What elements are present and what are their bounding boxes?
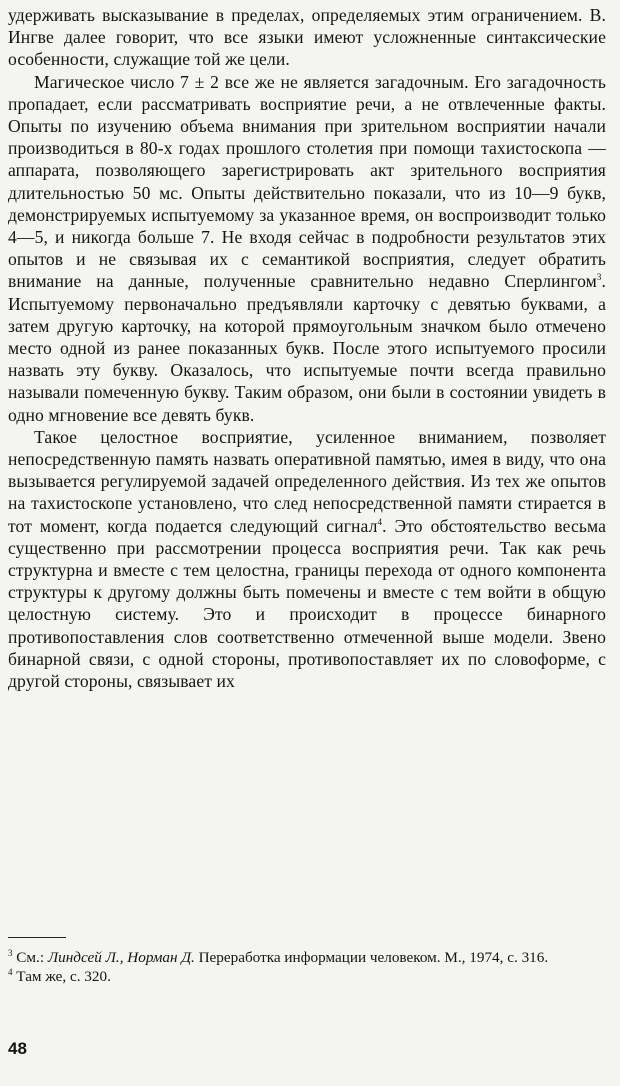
footnote-text: См.: [16, 949, 48, 966]
footnote [8, 948, 608, 967]
footnote [8, 967, 608, 986]
body-text [8, 4, 606, 692]
footnote-reference: 3 [596, 272, 602, 283]
paragraph-text: удерживать высказывание в пределах, определяемых этим ограничением. В. Ингве далее говорит, что все языки имеют усложненные синтаксические особенности, служащие той же цели. [8, 5, 606, 70]
page-number: 48 [8, 1039, 27, 1058]
footnote-authors: Линдсей Л., Норман Д. [47, 949, 195, 966]
paragraph-text: Магическое число 7 ± 2 все же не является загадочным. Его загадочность пропадает, если рассматривать восприятие речи, а не отвлеченные факты. Опыты по изучению объема внимания при зрительном восприятии начали производиться в 80-х годах прошлого столетия при помощи тахистоскопа — аппарата, позволяющего зарегистрировать акт зрительного восприятия длительностью 50 мс. Опыты действительно показали, что из 10—9 букв, демонстрируемых испытуемому за указанное время, он воспроизводит только 4—5, и никогда больше 7. Не входя сейчас в подробности результатов этих опытов и не связывая их с семантикой восприятия, следует обратить внимание на данные, полученные сравнительно недавно Сперлингом [8, 71, 606, 292]
book-page [8, 4, 608, 1082]
paragraph [8, 4, 606, 71]
footnote-text: Там же, с. 320. [16, 968, 111, 985]
footnote-text: Переработка информации человеком. М., 1974, с. 316. [194, 949, 549, 966]
paragraph-text: . Испытуемому первоначально предъявляли карточку с девятью буквами, а затем другую карточку, на которой прямоугольным значком было отмечено место одной из ранее показанных букв. После этого испытуемого просили назвать эту букву. Оказалось, что испытуемые почти всегда правильно называли помеченную букву. Таким образом, они были в состоянии увидеть в одно мгновение все девять букв. [8, 271, 606, 425]
footnote-mark: 4 [8, 966, 13, 977]
footnote-mark: 3 [8, 947, 13, 958]
paragraph [8, 426, 606, 692]
paragraph-text: . Это обстоятельство весьма существенно при рассмотрении процесса восприятия речи. Так как речь структурна и вместе с тем целостна, границы перехода от одного компонента структуры к другому должны быть помечены и вместе с тем войти в общую целостную систему. Это и происходит в процессе бинарного противопоставления слов соответственно отмеченной выше модели. Звено бинарной связи, с одной стороны, противопоставляет их по словоформе, с другой стороны, связывает их [8, 515, 606, 692]
paragraph [8, 71, 606, 426]
paragraph-text: Такое целостное восприятие, усиленное вниманием, позволяет непосредственную память назвать оперативной памятью, имея в виду, что она вызывается регулируемой задачей определенного действия. Из тех же опытов на тахистоскопе установлено, что след непосредственной памяти стирается в тот момент, когда подается следующий сигнал [8, 426, 606, 536]
footnotes [8, 948, 608, 986]
footnote-separator [8, 937, 66, 938]
footnote-reference: 4 [377, 516, 383, 527]
